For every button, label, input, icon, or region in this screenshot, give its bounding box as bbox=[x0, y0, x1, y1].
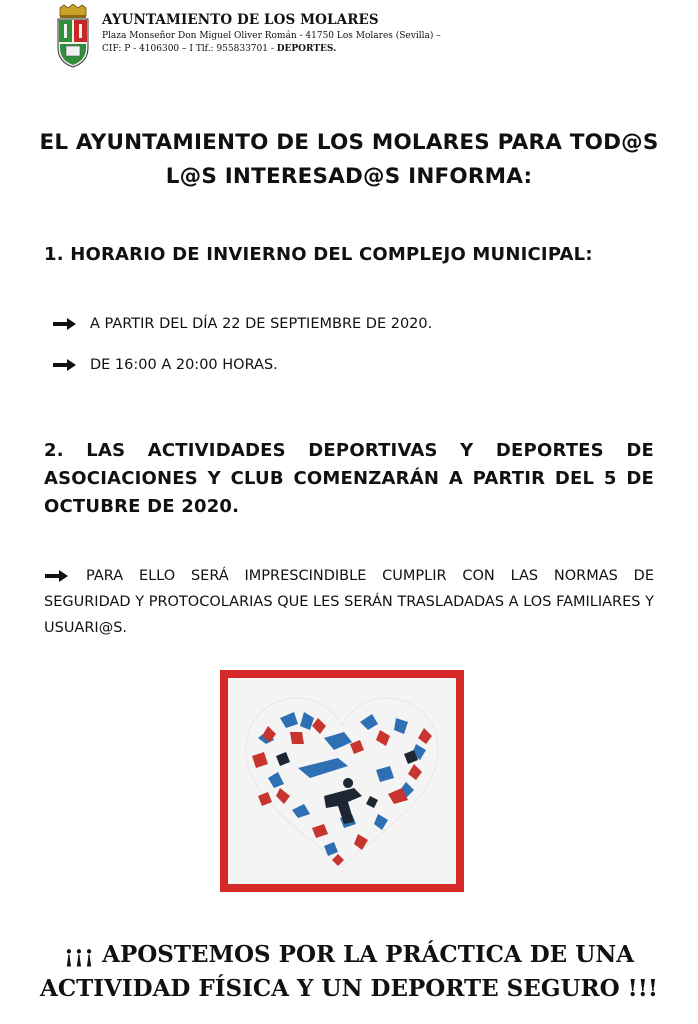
letterhead-address: Plaza Monseñor Don Miguel Oliver Román - 41750 Los Molares (Sevilla) – bbox=[102, 31, 441, 41]
arrow-right-icon bbox=[52, 358, 78, 372]
section-1-heading: 1. HORARIO DE INVIERNO DEL COMPLEJO MUNICIPAL: bbox=[44, 244, 593, 265]
bullet-text: DE 16:00 A 20:00 HORAS. bbox=[90, 357, 278, 373]
page-title-line-1: EL AYUNTAMIENTO DE LOS MOLARES PARA TOD@S bbox=[39, 130, 659, 155]
letterhead-title: AYUNTAMIENTO DE LOS MOLARES bbox=[102, 12, 379, 28]
arrow-right-icon bbox=[52, 317, 78, 331]
section-2-heading: 2. LAS ACTIVIDADES DEPORTIVAS Y DEPORTES DE ASOCIACIONES Y CLUB COMENZARÁN A PARTIR DEL 5 DE OCTUBRE DE 2020. bbox=[44, 440, 654, 517]
letterhead bbox=[54, 4, 474, 70]
page-title-line-2: L@S INTERESAD@S INFORMA: bbox=[165, 164, 533, 189]
letterhead-department: DEPORTES. bbox=[276, 44, 337, 54]
slogan-line-1: ¡¡¡ APOSTEMOS POR LA PRÁCTICA DE UNA bbox=[63, 941, 635, 968]
slogan-line-2: ACTIVIDAD FÍSICA Y UN DEPORTE SEGURO !!! bbox=[40, 975, 658, 1002]
coat-of-arms-icon bbox=[54, 4, 92, 68]
bullet-text: A PARTIR DEL DÍA 22 DE SEPTIEMBRE DE 2020. bbox=[90, 316, 433, 332]
section-2-paragraph bbox=[44, 563, 654, 641]
sports-heart-illustration bbox=[228, 678, 456, 884]
arrow-right-icon bbox=[44, 569, 70, 583]
bullet-item bbox=[52, 316, 432, 332]
slogan bbox=[10, 938, 688, 1006]
paragraph-text: PARA ELLO SERÁ IMPRESCINDIBLE CUMPLIR CON LAS NORMAS DE SEGURIDAD Y PROTOCOLARIAS QUE LES SERÁN TRASLADADAS A LOS FAMILIARES Y USUARI@S. bbox=[44, 568, 654, 636]
sports-heart-picture bbox=[220, 670, 464, 892]
letterhead-contact-text: CIF: P - 4106300 – I Tlf.: 955833701 - bbox=[102, 44, 277, 54]
picture-background bbox=[228, 678, 456, 884]
page-title bbox=[20, 126, 678, 194]
bullet-item bbox=[52, 357, 278, 373]
letterhead-contact bbox=[102, 44, 441, 54]
